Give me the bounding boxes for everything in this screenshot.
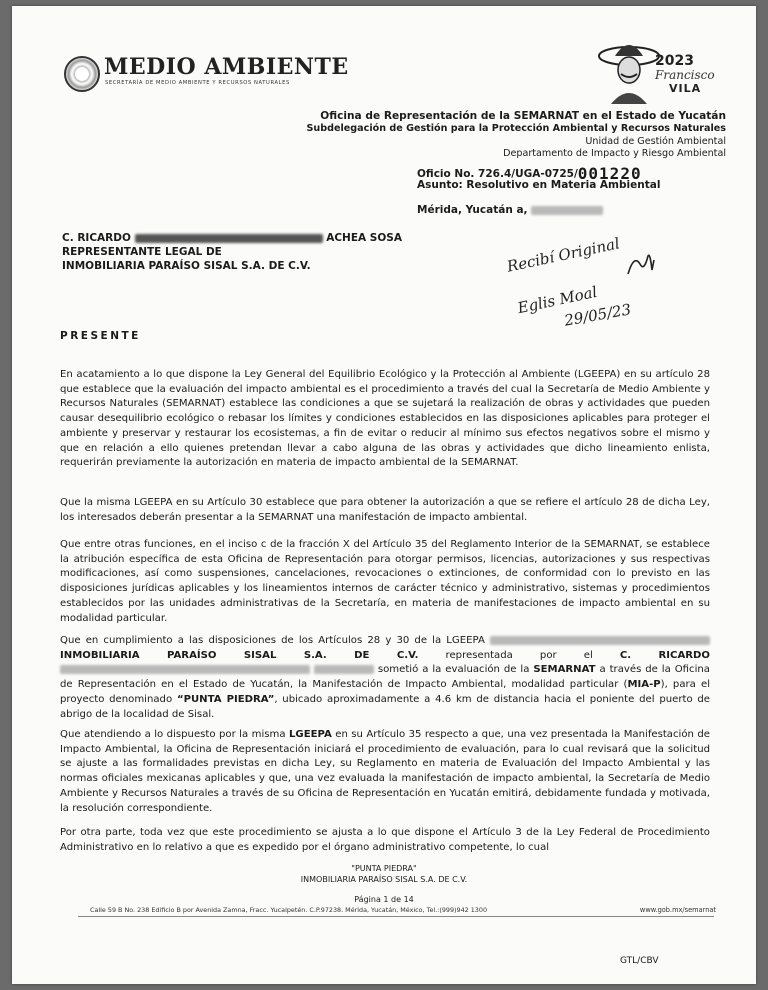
paragraph-3: Que entre otras funciones, en el inciso c de la fracción X del Artículo 35 del Reglamento Interior de la SEMARNAT, se establece la atribución específica de esta Oficina de Representación para otorgar permisos, licencias, autorizaciones y sus respectivas modificaciones, así como suspensiones, cancelaciones, revocaciones o extinciones, de conformidad con lo previsto en las disposiciones jurídicas aplicables y los lineamientos internos de carácter técnico y administrativo, sistemas y procedimientos establecidos por las unidades administrativas de la Secretaría, en materia de manifestaciones de impacto ambiental en su modalidad particular. [60,539,710,624]
greeting: PRESENTE [60,330,141,342]
logo-title: MEDIO AMBIENTE [104,54,349,80]
recipient-name-end: ACHEA SOSA [326,232,402,244]
p4-submitted: sometió a la evaluación de la [377,664,530,676]
footer-address: Calle 59 B No. 238 Edificio B por Avenida Zamna, Fracc. Yucalpetén. C.P.97238. Mérida, Yucatán, México, Tel.:(999)942 1300 [90,906,488,914]
p4-represented: representada por el [445,649,593,661]
redacted-date [531,206,603,215]
handwritten-name: Eglis Moal [516,282,599,318]
paragraph-2: Que la misma LGEEPA en su Artículo 30 establece que para obtener la autorización a que se refiere el artículo 28 de dicha Ley, los interesados deberán presentar a la SEMARNAT una manifestación de impacto ambiental. [60,497,710,523]
coat-of-arms-icon [64,56,100,92]
p5-lgeepa: LGEEPA [288,729,332,740]
oficio-label: Oficio No. 726.4/UGA-0725/ [417,168,578,180]
place-date-line [417,204,603,216]
p4-project: ), para el proyecto denominado [60,679,710,705]
logo-subtitle: SECRETARÍA DE MEDIO AMBIENTE Y RECURSOS NATURALES [105,80,290,86]
paragraph-6: Por otra parte, toda vez que este procedimiento se ajusta a lo que dispone el Artículo 3 de la Ley Federal de Procedimiento Administrativo en lo relativo a que es expedido por el órgano administrativo competente, lo cual [60,827,710,853]
office-line-3: Unidad de Gestión Ambiental [585,136,726,147]
footer-divider [78,916,714,917]
footer-website: www.gob.mx/semarnat [639,906,716,914]
page-number: Página 1 de 14 [354,895,414,904]
handwritten-received: Recibí Original [505,234,622,276]
footer-initials: GTL/CBV [620,956,659,966]
p4-mia-p: MIA-P [627,679,661,691]
document-page [12,6,756,984]
p4-location: , ubicado aproximadamente a 4.6 km de distancia hacia el poniente del puerto de abrigo de la localidad de Sisal. [60,693,711,720]
office-line-1: Oficina de Representación de la SEMARNAT en el Estado de Yucatán [320,110,726,122]
handwritten-date: 29/05/23 [562,300,633,330]
office-line-4: Departamento de Impacto y Riesgo Ambiental [503,148,726,159]
p5-intro: Que atendiendo a lo dispuesto por la misma [60,729,286,740]
place-label: Mérida, Yucatán a, [417,204,528,216]
oficio-stamp-number: 001220 [577,164,642,183]
badge-year: 2023 [655,53,694,69]
redacted-name [135,234,323,243]
badge-name: Francisco [655,68,715,82]
p5-rest: en su Artículo 35 respecto a que, una vez presentada la Manifestación de Impacto Ambiental, la Oficina de Representación iniciará el procedimiento de evaluación, para lo cual revisará que la solicitud se ajuste a las formalidades previstas en dicha Ley, su Reglamento en materia de Evaluación del Impacto Ambiental y las normas oficiales mexicanas aplicables y que, una vez evaluada la manifestación de impacto ambiental, la Secretaría de Medio Ambiente y Recursos Naturales a través de su Oficina de Representación en Yucatán emitirá, debidamente fundada y motivada, la resolución correspondiente. [60,729,710,814]
francisco-villa-badge [597,34,727,106]
recipient-role: REPRESENTANTE LEGAL DE [62,246,222,258]
p4-rep-name: C. RICARDO [619,649,711,661]
p4-company: INMOBILIARIA PARAÍSO SISAL S.A. DE C.V. [60,649,419,661]
badge-surname: VILA [669,82,702,95]
p4-project-name: “PUNTA PIEDRA” [176,693,275,705]
handwritten-signature-mark [624,250,658,280]
recipient-name-start: C. RICARDO [62,232,131,244]
recipient-name [62,232,402,244]
paragraph-1: En acatamiento a lo que dispone la Ley General del Equilibrio Ecológico y la Protección al Ambiente (LGEEPA) en su artículo 28 que establece que la evaluación del impacto ambiental es el procedimiento a través del cual la Secretaría de Medio Ambiente y Recursos Naturales (SEMARNAT) establece las condiciones a que se sujetará la realización de obras y actividades que pueden causar desequilibrio ecológico o rebasar los límites y condiciones establecidos en las disposiciones aplicables para proteger el ambiente y preservar y restaurar los ecosistemas, a fin de evitar o reducir al mínimo sus efectos negativos sobre el mismo y que en relación a ello quienes pretendan llevar a cabo alguna de las obras y actividades que dicho lineamiento enlista, requerirán previamente la autorización en materia de impacto ambiental de la SEMARNAT. [60,369,710,469]
asunto-line: Asunto: Resolutivo en Materia Ambiental [417,179,661,191]
redacted-text [490,636,710,645]
footer-project: "PUNTA PIEDRA" [351,864,417,873]
footer-company: INMOBILIARIA PARAÍSO SISAL S.A. DE C.V. [300,875,468,884]
paragraph-4 [60,634,710,722]
p4-intro: Que en cumplimiento a las disposiciones de los Artículos 28 y 30 de la LGEEPA [60,635,485,646]
office-line-2: Subdelegación de Gestión para la Protección Ambiental y Recursos Naturales [306,123,726,134]
recipient-company: INMOBILIARIA PARAÍSO SISAL S.A. DE C.V. [62,260,311,272]
paragraph-5 [60,728,710,816]
p4-via: a través de la Oficina de Representación en el Estado de Yucatán, la Manifestación de Impacto Ambiental, modalidad particular ( [60,664,710,691]
p4-semarnat: SEMARNAT [533,664,596,676]
redacted-rep-name [60,665,310,674]
redacted-rep-name-2 [314,665,374,674]
